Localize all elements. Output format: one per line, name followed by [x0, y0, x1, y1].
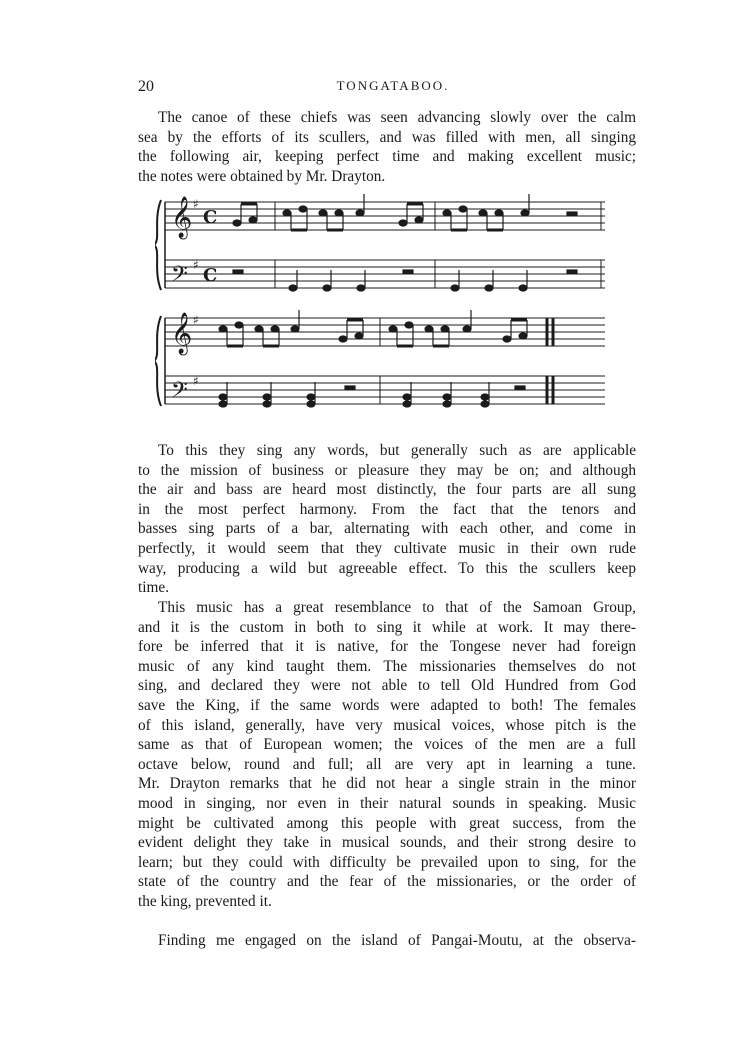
time-signature: C — [203, 265, 218, 286]
text-line: to the mission of business or pleasure they may be on; and although — [138, 461, 636, 479]
text-line: might be cultivated among this people with great success, from the — [138, 814, 636, 832]
treble-clef-icon: 𝄞 — [171, 313, 193, 354]
text-line: mood in singing, nor even in their natural sounds in speaking. Music — [138, 794, 636, 812]
text-line: music of any kind taught them. The missionaries themselves do not — [138, 657, 636, 675]
text-line: octave below, round and full; all are very apt in learning a tune. — [138, 755, 636, 773]
music-score — [155, 190, 615, 430]
text-line: The canoe of these chiefs was seen advancing slowly over the calm — [158, 109, 636, 126]
text-line: sea by the efforts of its scullers, and was filled with men, all singing — [138, 128, 636, 146]
page-header — [138, 78, 648, 100]
text-line: sing, and declared they were not able to tell Old Hundred from God — [138, 677, 636, 695]
treble-notes-2 — [219, 310, 527, 346]
text-line: in the most perfect harmony. From the fact that the tenors and — [138, 500, 636, 518]
treble-notes-1 — [233, 194, 577, 230]
text-line: the air and bass are heard most distinctly, the four parts are all sung — [138, 481, 636, 499]
text-line: the notes were obtained by Mr. Drayton. — [138, 167, 386, 185]
treble-clef-icon: 𝄞 — [171, 197, 193, 238]
paragraph-finding — [138, 931, 636, 951]
text-line: To this they sing any words, but generally such as are applicable — [158, 442, 636, 459]
text-line: way, producing a wild but agreeable effect. To this the scullers keep — [138, 559, 636, 577]
staff-bass-2 — [165, 376, 605, 404]
time-signature: C — [203, 207, 218, 228]
page-number: 20 — [138, 78, 154, 95]
sharp-icon: ♯ — [193, 313, 199, 327]
staff-bass-1 — [165, 260, 605, 288]
text-line: evident delight they take in musical sounds, and their strong desire to — [138, 834, 636, 852]
paragraph-words — [138, 441, 636, 598]
text-line: Mr. Drayton remarks that he did not hear a single strain in the minor — [138, 775, 636, 793]
text-line: time. — [138, 579, 170, 597]
staff-treble-1 — [165, 202, 605, 230]
text-line: This music has a great resemblance to that of the Samoan Group, — [158, 599, 636, 616]
running-title: TONGATABOO. — [336, 78, 450, 93]
sharp-icon: ♯ — [193, 258, 199, 272]
text-line: fore be inferred that it is native, for the Tongese never had foreign — [138, 638, 636, 656]
staff-treble-2 — [165, 318, 605, 346]
sharp-icon: ♯ — [193, 374, 199, 388]
paragraph-samoan — [138, 598, 636, 912]
text-line: and it is the custom in both to sing it while at work. It may there- — [138, 618, 636, 636]
bass-notes-2 — [219, 382, 525, 407]
text-line: basses sing parts of a bar, alternating with each other, and come in — [138, 520, 636, 538]
text-line: perfectly, it would seem that they cultivate music in their own rude — [138, 539, 636, 557]
sharp-icon: ♯ — [193, 197, 199, 211]
text-line: the following air, keeping perfect time and making excellent music; — [138, 148, 636, 166]
text-line: learn; but they could with difficulty be prevailed upon to sing, for the — [138, 853, 636, 871]
text-line: state of the country and the fear of the missionaries, or the order of — [138, 873, 636, 891]
text-line: same as that of European women; the voices of the men are a full — [138, 736, 636, 754]
bass-clef-icon: 𝄢 — [171, 262, 188, 292]
text-line: of this island, generally, have very musical voices, whose pitch is the — [138, 716, 636, 734]
text-line: Finding me engaged on the island of Pangai-Moutu, at the observa- — [158, 932, 636, 949]
text-line: the king, prevented it. — [138, 892, 272, 910]
paragraph-intro — [138, 108, 636, 186]
bass-clef-icon: 𝄢 — [171, 378, 188, 408]
text-line: save the King, if the same words were adapted to both! The females — [138, 696, 636, 714]
